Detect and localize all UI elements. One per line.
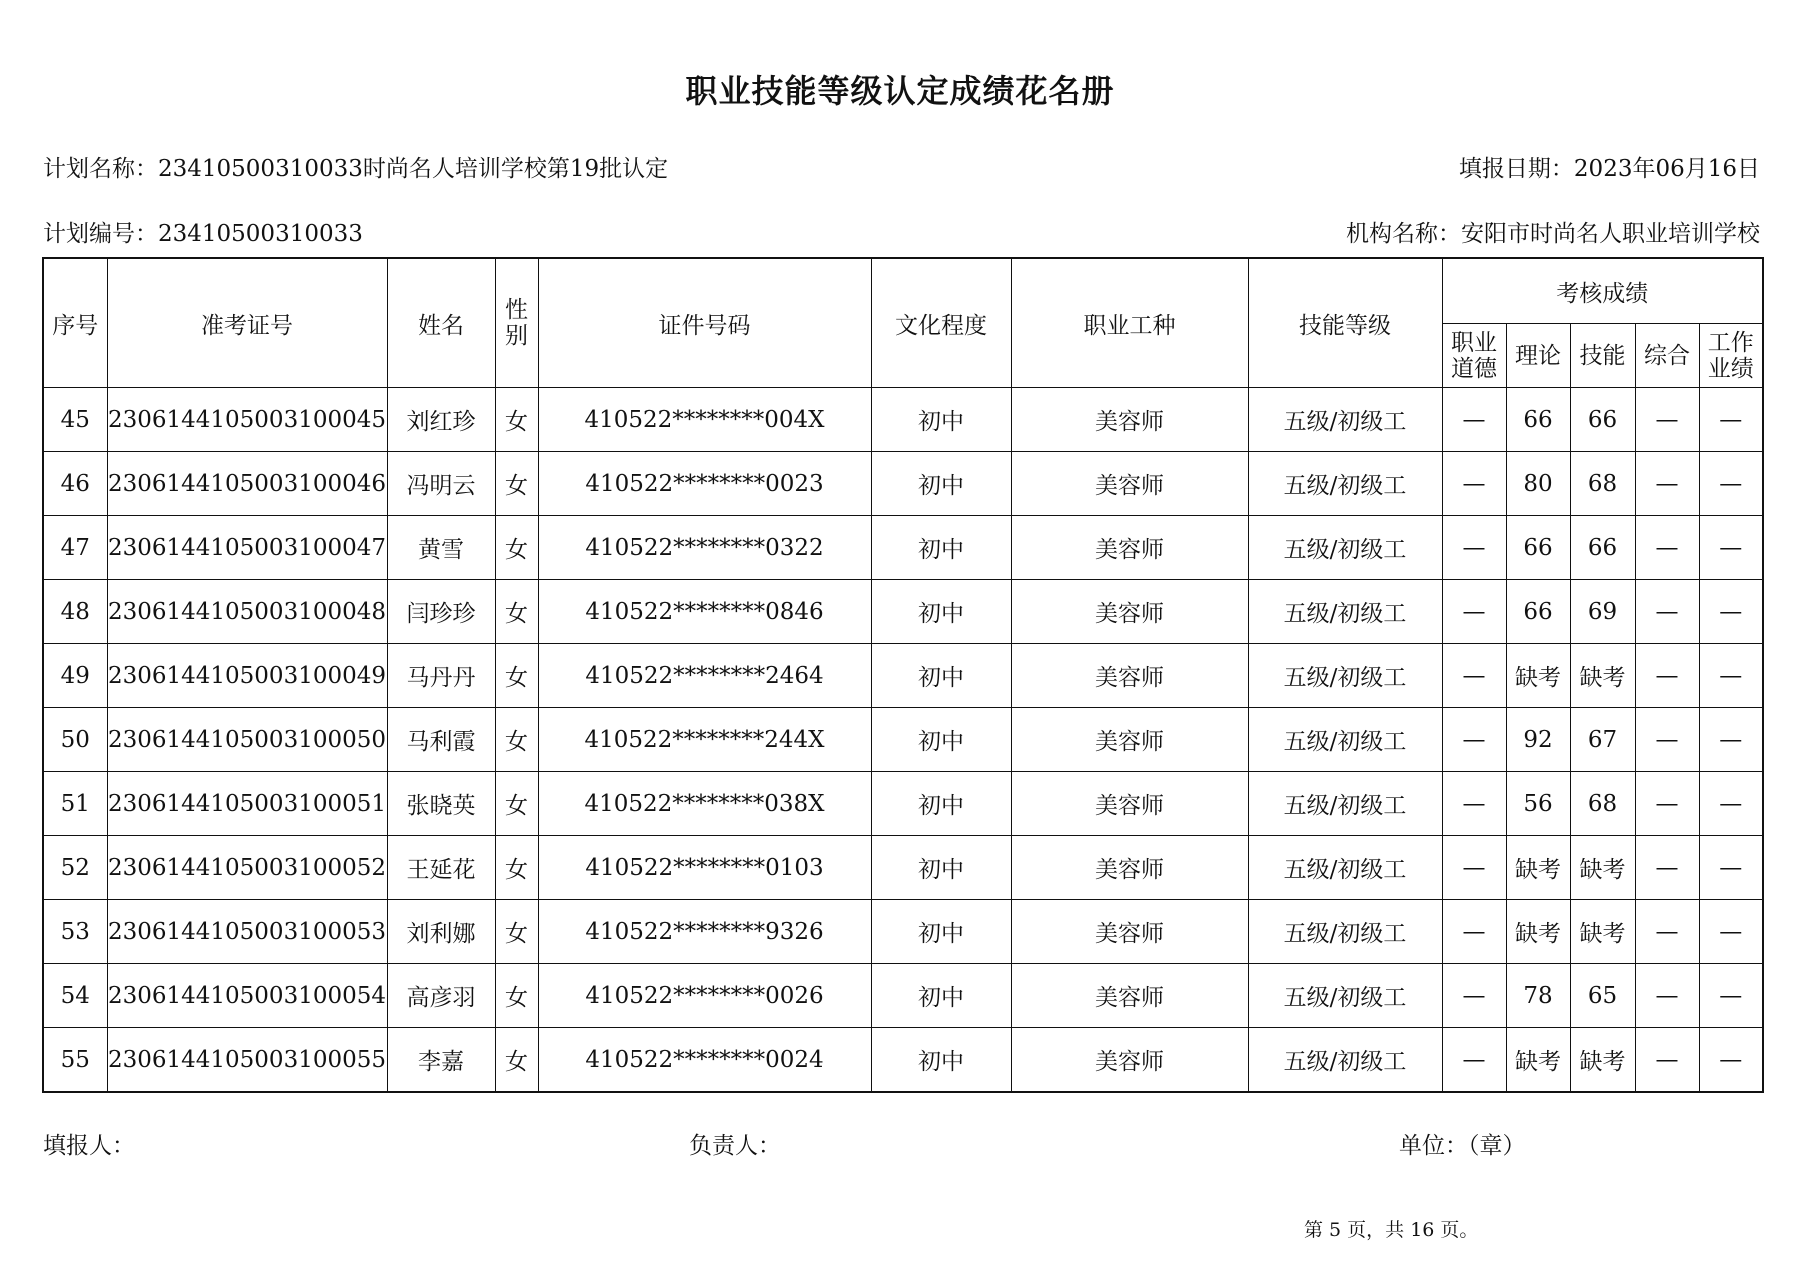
cell-skill: 68 [1570,772,1635,836]
report-date: 填报日期：2023年06月16日 [1458,156,1760,182]
cell-gender: 女 [495,772,538,836]
table-row [43,388,1763,452]
table-row [43,964,1763,1028]
cell-exam-number: 2306144105003100053 [107,900,387,964]
cell-exam-number: 2306144105003100045 [107,388,387,452]
cell-gender: 女 [495,452,538,516]
cell-occupation: 美容师 [1011,388,1248,452]
cell-education: 初中 [871,452,1011,516]
header-gender: 性别 [495,258,538,388]
cell-id-number: 410522********0103 [538,836,871,900]
cell-skill: 缺考 [1570,836,1635,900]
cell-occupation: 美容师 [1011,516,1248,580]
cell-theory: 66 [1506,516,1570,580]
cell-gender: 女 [495,516,538,580]
cell-performance: — [1699,452,1763,516]
cell-name: 李嘉 [387,1028,495,1093]
cell-theory: 80 [1506,452,1570,516]
header-ethics: 职业道德 [1442,324,1506,388]
cell-overall: — [1635,452,1699,516]
header-theory: 理论 [1506,324,1570,388]
cell-gender: 女 [495,644,538,708]
cell-exam-number: 2306144105003100050 [107,708,387,772]
header-occupation: 职业工种 [1011,258,1248,388]
cell-gender: 女 [495,900,538,964]
cell-occupation: 美容师 [1011,772,1248,836]
cell-theory: 66 [1506,388,1570,452]
cell-skill-level: 五级/初级工 [1248,388,1442,452]
filler-label: 填报人： [43,1133,135,1159]
cell-skill-level: 五级/初级工 [1248,708,1442,772]
cell-skill-level: 五级/初级工 [1248,644,1442,708]
cell-overall: — [1635,772,1699,836]
cell-exam-number: 2306144105003100051 [107,772,387,836]
cell-exam-number: 2306144105003100055 [107,1028,387,1093]
cell-seq: 51 [43,772,107,836]
page-indicator: 第 5 页，共 16 页。 [1304,1219,1479,1241]
score-roster-table [42,257,1764,1093]
cell-skill-level: 五级/初级工 [1248,836,1442,900]
cell-overall: — [1635,516,1699,580]
cell-skill-level: 五级/初级工 [1248,964,1442,1028]
cell-theory: 66 [1506,580,1570,644]
header-name: 姓名 [387,258,495,388]
cell-seq: 52 [43,836,107,900]
table-row [43,452,1763,516]
cell-name: 张晓英 [387,772,495,836]
cell-skill: 65 [1570,964,1635,1028]
cell-id-number: 410522********0023 [538,452,871,516]
cell-skill: 67 [1570,708,1635,772]
cell-id-number: 410522********0026 [538,964,871,1028]
cell-occupation: 美容师 [1011,836,1248,900]
cell-seq: 47 [43,516,107,580]
cell-occupation: 美容师 [1011,580,1248,644]
cell-id-number: 410522********9326 [538,900,871,964]
cell-id-number: 410522********2464 [538,644,871,708]
cell-exam-number: 2306144105003100052 [107,836,387,900]
cell-occupation: 美容师 [1011,964,1248,1028]
cell-education: 初中 [871,1028,1011,1093]
roster-body [43,388,1763,1093]
table-row [43,516,1763,580]
cell-occupation: 美容师 [1011,452,1248,516]
cell-overall: — [1635,708,1699,772]
document-title: 职业技能等级认定成绩花名册 [685,72,1115,110]
cell-occupation: 美容师 [1011,644,1248,708]
cell-id-number: 410522********244X [538,708,871,772]
cell-performance: — [1699,900,1763,964]
cell-skill-level: 五级/初级工 [1248,580,1442,644]
cell-performance: — [1699,580,1763,644]
cell-seq: 55 [43,1028,107,1093]
table-row [43,708,1763,772]
cell-gender: 女 [495,964,538,1028]
cell-skill: 缺考 [1570,1028,1635,1093]
cell-name: 高彦羽 [387,964,495,1028]
cell-ethics: — [1442,772,1506,836]
cell-id-number: 410522********0846 [538,580,871,644]
cell-seq: 45 [43,388,107,452]
cell-seq: 49 [43,644,107,708]
cell-exam-number: 2306144105003100046 [107,452,387,516]
cell-theory: 缺考 [1506,836,1570,900]
cell-skill-level: 五级/初级工 [1248,900,1442,964]
cell-performance: — [1699,644,1763,708]
cell-theory: 缺考 [1506,1028,1570,1093]
cell-gender: 女 [495,1028,538,1093]
cell-occupation: 美容师 [1011,900,1248,964]
cell-skill-level: 五级/初级工 [1248,1028,1442,1093]
header-assessment-scores: 考核成绩 [1442,258,1763,324]
cell-seq: 54 [43,964,107,1028]
cell-exam-number: 2306144105003100054 [107,964,387,1028]
cell-performance: — [1699,708,1763,772]
unit-seal-label: 单位：（章） [1399,1133,1526,1159]
cell-overall: — [1635,580,1699,644]
supervisor-label: 负责人： [689,1133,781,1159]
table-row [43,836,1763,900]
cell-performance: — [1699,964,1763,1028]
cell-ethics: — [1442,964,1506,1028]
table-row [43,900,1763,964]
cell-id-number: 410522********004X [538,388,871,452]
cell-ethics: — [1442,388,1506,452]
cell-overall: — [1635,836,1699,900]
header-id-number: 证件号码 [538,258,871,388]
cell-skill: 66 [1570,388,1635,452]
cell-skill-level: 五级/初级工 [1248,772,1442,836]
cell-theory: 56 [1506,772,1570,836]
cell-ethics: — [1442,452,1506,516]
cell-name: 闫珍珍 [387,580,495,644]
cell-education: 初中 [871,388,1011,452]
cell-theory: 78 [1506,964,1570,1028]
cell-education: 初中 [871,900,1011,964]
cell-theory: 缺考 [1506,644,1570,708]
cell-gender: 女 [495,836,538,900]
cell-gender: 女 [495,580,538,644]
cell-skill: 66 [1570,516,1635,580]
cell-performance: — [1699,1028,1763,1093]
cell-performance: — [1699,772,1763,836]
cell-education: 初中 [871,772,1011,836]
cell-overall: — [1635,964,1699,1028]
cell-overall: — [1635,644,1699,708]
cell-seq: 53 [43,900,107,964]
cell-name: 王延花 [387,836,495,900]
table-row [43,644,1763,708]
cell-performance: — [1699,836,1763,900]
cell-performance: — [1699,516,1763,580]
header-education: 文化程度 [871,258,1011,388]
cell-exam-number: 2306144105003100048 [107,580,387,644]
header-overall: 综合 [1635,324,1699,388]
cell-performance: — [1699,388,1763,452]
cell-id-number: 410522********0024 [538,1028,871,1093]
cell-skill-level: 五级/初级工 [1248,516,1442,580]
cell-id-number: 410522********0322 [538,516,871,580]
header-skill-level: 技能等级 [1248,258,1442,388]
cell-overall: — [1635,900,1699,964]
cell-education: 初中 [871,836,1011,900]
cell-education: 初中 [871,516,1011,580]
organization-name: 机构名称：安阳市时尚名人职业培训学校 [1346,221,1760,247]
cell-exam-number: 2306144105003100049 [107,644,387,708]
cell-name: 刘红珍 [387,388,495,452]
cell-occupation: 美容师 [1011,708,1248,772]
cell-gender: 女 [495,388,538,452]
cell-ethics: — [1442,836,1506,900]
cell-gender: 女 [495,708,538,772]
cell-theory: 缺考 [1506,900,1570,964]
cell-theory: 92 [1506,708,1570,772]
cell-name: 马利霞 [387,708,495,772]
cell-education: 初中 [871,708,1011,772]
plan-name: 计划名称：23410500310033时尚名人培训学校第19批认定 [43,156,669,182]
cell-ethics: — [1442,708,1506,772]
cell-ethics: — [1442,516,1506,580]
table-row [43,772,1763,836]
header-skill: 技能 [1570,324,1635,388]
cell-education: 初中 [871,580,1011,644]
cell-name: 黄雪 [387,516,495,580]
table-row [43,580,1763,644]
cell-ethics: — [1442,580,1506,644]
cell-name: 冯明云 [387,452,495,516]
header-exam-number: 准考证号 [107,258,387,388]
cell-skill: 缺考 [1570,900,1635,964]
cell-name: 马丹丹 [387,644,495,708]
cell-overall: — [1635,388,1699,452]
cell-occupation: 美容师 [1011,1028,1248,1093]
cell-education: 初中 [871,644,1011,708]
header-performance: 工作业绩 [1699,324,1763,388]
cell-skill: 69 [1570,580,1635,644]
plan-number: 计划编号：23410500310033 [43,221,363,247]
cell-seq: 50 [43,708,107,772]
cell-id-number: 410522********038X [538,772,871,836]
header-seq: 序号 [43,258,107,388]
cell-seq: 46 [43,452,107,516]
cell-ethics: — [1442,900,1506,964]
cell-education: 初中 [871,964,1011,1028]
cell-exam-number: 2306144105003100047 [107,516,387,580]
cell-overall: — [1635,1028,1699,1093]
cell-skill: 68 [1570,452,1635,516]
table-row [43,1028,1763,1093]
cell-seq: 48 [43,580,107,644]
cell-skill-level: 五级/初级工 [1248,452,1442,516]
cell-ethics: — [1442,1028,1506,1093]
cell-name: 刘利娜 [387,900,495,964]
cell-skill: 缺考 [1570,644,1635,708]
cell-ethics: — [1442,644,1506,708]
